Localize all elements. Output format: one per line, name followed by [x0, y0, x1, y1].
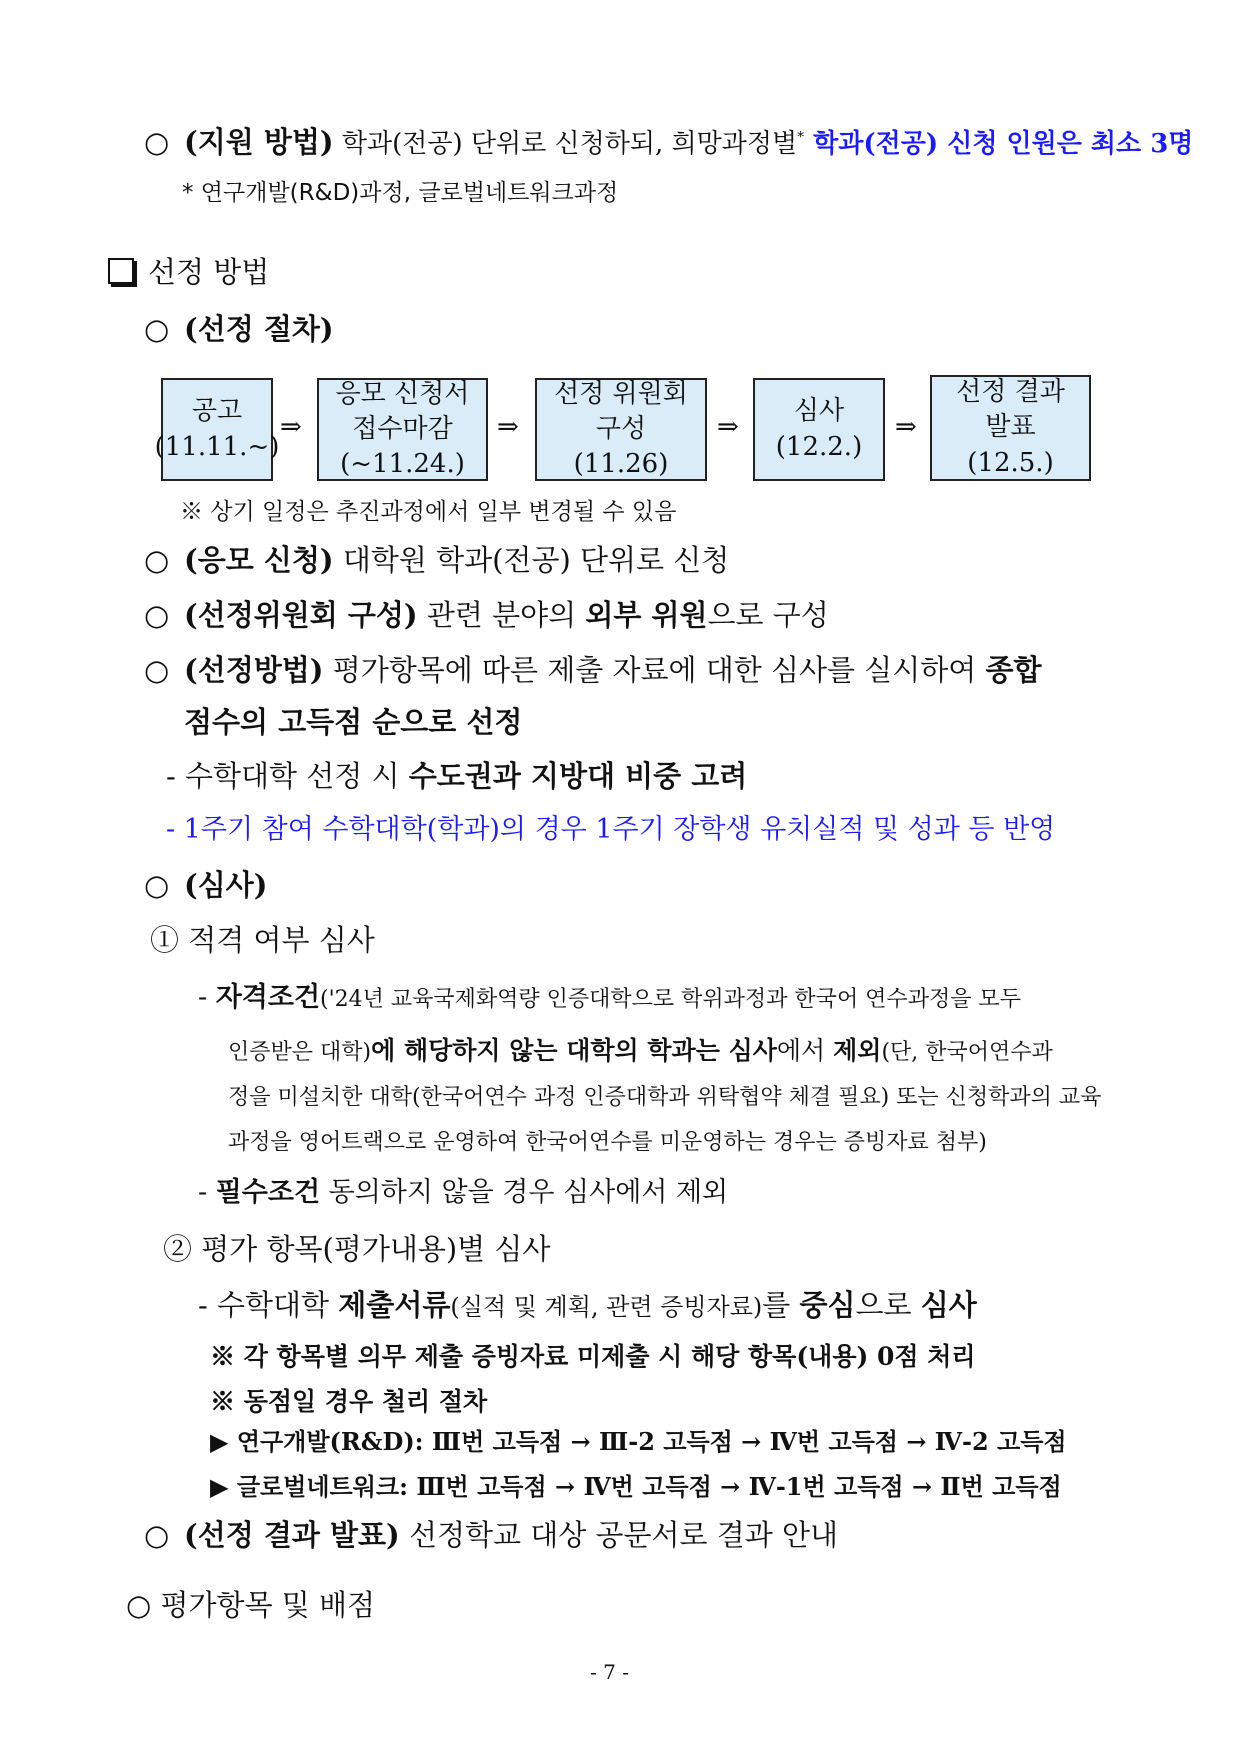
flow-step-subtitle: 발표 — [985, 412, 1036, 443]
method-bold: 종합 — [985, 653, 1042, 687]
flow-arrow-icon: ⇒ — [895, 412, 917, 442]
committee-text-end: 으로 구성 — [707, 598, 829, 632]
qualification-text-2d: 제외 — [833, 1036, 882, 1065]
flow-step-committee — [535, 378, 707, 481]
apply-method-head: (지원 방법) — [184, 125, 334, 159]
apply-method-line — [144, 125, 1193, 160]
mandatory-dash: - — [198, 1177, 216, 1208]
flow-step-date: (~11.24.) — [340, 449, 465, 480]
method-line-2: 점수의 고득점 순으로 선정 — [184, 705, 523, 739]
apply-method-footnote-mark: * — [797, 129, 805, 146]
bullet-circle: ○ — [144, 1518, 170, 1552]
committee-head: (선정위원회 구성) — [184, 598, 418, 632]
qualification-line-2 — [228, 1036, 1053, 1066]
flow-step-title: 공고 — [191, 396, 243, 427]
bullet-circle: ○ — [144, 653, 170, 687]
flow-step-title: 심사 — [793, 396, 845, 427]
method-detail-2: - 1주기 참여 수학대학(학과)의 경우 1주기 장학생 유치실적 및 성과 등 반영 — [166, 814, 1056, 845]
flow-step-date: (12.5.) — [967, 447, 1054, 478]
flow-step-date: (11.11.~) — [154, 431, 280, 462]
evaluation-text-2: 를 — [762, 1288, 800, 1322]
method-detail-1-text: - 수학대학 선정 시 — [166, 759, 409, 793]
evaluation-bold-1: 제출서류 — [338, 1288, 451, 1322]
flow-step-date: (12.2.) — [775, 431, 863, 462]
evaluation-text-3: 으로 — [855, 1288, 921, 1322]
flow-arrow-icon: ⇒ — [497, 412, 519, 442]
qualification-text-2c: 에서 — [776, 1036, 834, 1065]
bullet-circle: ○ — [144, 868, 170, 902]
flow-step-result — [930, 375, 1091, 481]
flow-schedule-note: ※ 상기 일정은 추진과정에서 일부 변경될 수 있음 — [180, 499, 677, 525]
qualification-text-2e: (단, 한국어연수과 — [881, 1040, 1053, 1065]
qualification-text-2b: 에 해당하지 않는 대학의 학과는 심사 — [371, 1036, 777, 1065]
evaluation-bold-2: 중심 — [799, 1288, 856, 1322]
mandatory-bold: 필수조건 — [215, 1177, 321, 1208]
mandatory-text: 동의하지 않을 경우 심사에서 제외 — [320, 1177, 729, 1208]
application-head: (응모 신청) — [184, 543, 334, 577]
flow-step-review — [753, 378, 885, 481]
section-title — [108, 255, 269, 290]
tie-break-global: ▶ 글로벌네트워크: Ⅲ번 고득점 → Ⅳ번 고득점 → Ⅳ-1번 고득점 → Ⅱ번 고득점 — [210, 1472, 1062, 1501]
apply-method-text: 학과(전공) 단위로 신청하되, 희망과정별 — [333, 129, 798, 159]
flow-step-title: 선정 결과 — [956, 377, 1065, 408]
selection-procedure-line — [144, 312, 334, 347]
checkbox-square-icon — [108, 258, 134, 284]
result-announce-line — [144, 1518, 838, 1553]
qualification-text-2a: 인증받은 대학) — [228, 1040, 372, 1065]
committee-line — [144, 598, 829, 633]
apply-method-highlight: 학과(전공) 신청 인원은 최소 3명 — [804, 129, 1194, 159]
review-line — [144, 868, 267, 903]
qualification-bold: 자격조건 — [215, 982, 321, 1013]
mandatory-condition-line — [198, 1177, 728, 1209]
method-detail-1 — [166, 759, 747, 794]
evaluation-note-2: ※ 동점일 경우 철리 절차 — [210, 1387, 488, 1416]
committee-text: 관련 분야의 — [417, 598, 586, 632]
flow-step-date: (11.26) — [573, 449, 669, 480]
result-announce-head: (선정 결과 발표) — [184, 1518, 400, 1552]
qualification-line-4: 과정을 영어트랙으로 운영하여 한국어연수를 미운영하는 경우는 증빙자료 첨부) — [228, 1130, 987, 1155]
evaluation-text-1: - 수학대학 — [198, 1288, 339, 1322]
method-text: 평가항목에 따른 제출 자료에 대한 심사를 실시하여 — [323, 653, 986, 687]
method-head: (선정방법) — [184, 653, 324, 687]
flow-step-announce — [154, 378, 280, 481]
selection-procedure-head: (선정 절차) — [184, 312, 334, 346]
flow-step-subtitle: 구성 — [595, 413, 647, 444]
qualification-dash: - — [198, 982, 216, 1013]
evaluation-review-title: ② 평가 항목(평가내용)별 심사 — [163, 1232, 551, 1266]
tie-break-rnd: ▶ 연구개발(R&D): Ⅲ번 고득점 → Ⅲ-2 고득점 → Ⅳ번 고득점 → Ⅳ-2 고득점 — [210, 1427, 1067, 1456]
evaluation-note-1: ※ 각 항목별 의무 제출 증빙자료 미제출 시 해당 항목(내용) 0점 처리 — [210, 1342, 976, 1371]
evaluation-small: (실적 및 계획, 관련 증빙자료) — [450, 1293, 763, 1321]
flow-step-title: 선정 위원회 — [554, 378, 688, 409]
review-head: (심사) — [184, 868, 268, 902]
flow-step-title: 응모 신청서 — [335, 378, 470, 409]
application-text: 대학원 학과(전공) 단위로 신청 — [333, 543, 730, 577]
bullet-circle: ○ — [144, 312, 170, 346]
bullet-circle: ○ — [144, 598, 170, 632]
committee-bold: 외부 위원 — [585, 598, 708, 632]
method-detail-1-bold: 수도권과 지방대 비중 고려 — [408, 759, 748, 793]
qualification-line-1 — [198, 982, 1021, 1014]
evaluation-line — [198, 1288, 977, 1323]
page-number: - 7 - — [590, 1660, 629, 1684]
result-announce-text: 선정학교 대상 공문서로 결과 안내 — [399, 1518, 839, 1552]
evaluation-items-heading: ○ 평가항목 및 배점 — [126, 1588, 376, 1622]
method-line — [144, 653, 1042, 688]
qualification-line-3: 정을 미설치한 대학(한국어연수 과정 인증대학과 위탁협약 체결 필요) 또는 신청학과의 교육 — [228, 1085, 1102, 1110]
flow-arrow-icon: ⇒ — [717, 412, 739, 442]
evaluation-bold-3: 심사 — [920, 1288, 977, 1322]
flow-step-application-deadline — [317, 378, 488, 481]
application-line — [144, 543, 729, 578]
bullet-circle: ○ — [144, 125, 170, 159]
qualification-text-1: ('24년 교육국제화역량 인증대학으로 학위과정과 한국어 연수과정을 모두 — [320, 987, 1021, 1012]
section-title-text: 선정 방법 — [148, 255, 270, 289]
eligibility-review-title: ① 적격 여부 심사 — [150, 923, 375, 957]
apply-method-footnote: * 연구개발(R&D)과정, 글로벌네트워크과정 — [182, 180, 619, 206]
bullet-circle: ○ — [144, 543, 170, 577]
flow-step-subtitle: 접수마감 — [352, 413, 453, 444]
flow-arrow-icon: ⇒ — [280, 412, 302, 442]
